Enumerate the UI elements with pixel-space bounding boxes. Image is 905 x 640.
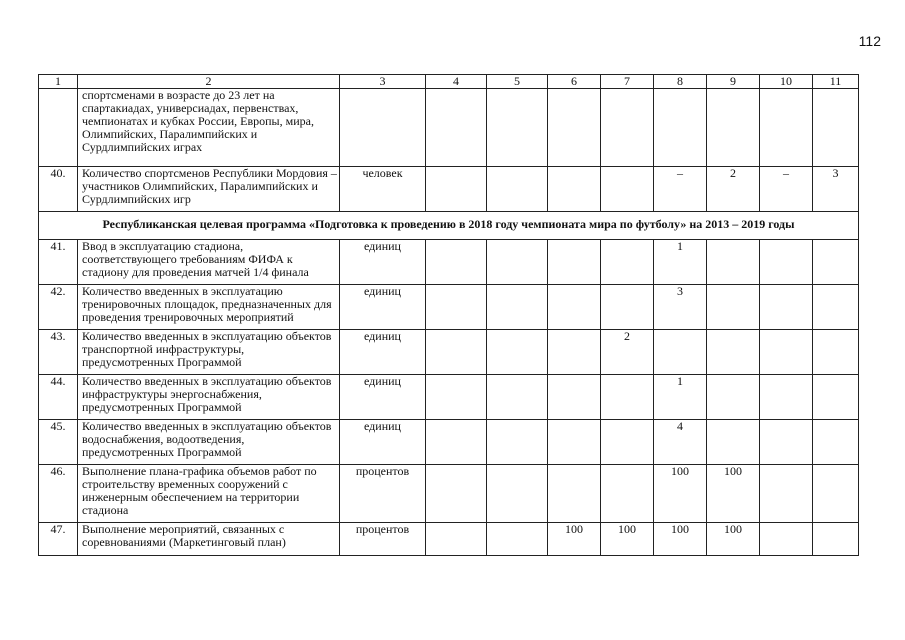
value-cell <box>707 240 760 285</box>
row-number-cell: 42. <box>39 285 78 330</box>
value-cell <box>707 420 760 465</box>
value-cell: 100 <box>707 523 760 556</box>
value-cell <box>548 285 601 330</box>
value-cell <box>601 240 654 285</box>
value-cell <box>487 240 548 285</box>
value-cell <box>601 285 654 330</box>
header-cell: 6 <box>548 75 601 89</box>
header-cell: 5 <box>487 75 548 89</box>
indicator-description-cell: Количество введенных в эксплуатацию объектов транспортной инфраструктуры, предусмотренных Программой <box>78 330 340 375</box>
header-cell: 4 <box>426 75 487 89</box>
value-cell <box>487 420 548 465</box>
header-cell: 7 <box>601 75 654 89</box>
page-number: 112 <box>858 33 881 49</box>
row-number-cell: 43. <box>39 330 78 375</box>
indicator-description-cell: Количество спортсменов Республики Мордовия – участников Олимпийских, Паралимпийских и Сурдлимпийских игр <box>78 167 340 212</box>
value-cell <box>548 167 601 212</box>
unit-cell: единиц <box>340 285 426 330</box>
value-cell <box>426 523 487 556</box>
value-cell <box>487 330 548 375</box>
row-number-cell: 41. <box>39 240 78 285</box>
value-cell <box>426 330 487 375</box>
unit-cell: единиц <box>340 420 426 465</box>
header-cell: 3 <box>340 75 426 89</box>
unit-cell: процентов <box>340 523 426 556</box>
value-cell <box>760 465 813 523</box>
indicators-table <box>38 74 859 556</box>
value-cell <box>548 330 601 375</box>
row-number-cell: 45. <box>39 420 78 465</box>
indicator-description-cell: Количество введенных в эксплуатацию объектов водоснабжения, водоотведения, предусмотренных Программой <box>78 420 340 465</box>
header-cell: 1 <box>39 75 78 89</box>
header-cell: 9 <box>707 75 760 89</box>
value-cell: 2 <box>707 167 760 212</box>
value-cell: – <box>760 167 813 212</box>
value-cell: 2 <box>601 330 654 375</box>
row-number-cell <box>39 89 78 167</box>
table-row <box>39 375 859 420</box>
value-cell <box>760 375 813 420</box>
unit-cell: человек <box>340 167 426 212</box>
value-cell <box>548 420 601 465</box>
value-cell <box>813 420 859 465</box>
value-cell <box>760 240 813 285</box>
header-cell: 8 <box>654 75 707 89</box>
value-cell: – <box>654 167 707 212</box>
indicator-description-cell: Количество введенных в эксплуатацию тренировочных площадок, предназначенных для проведения тренировочных мероприятий <box>78 285 340 330</box>
value-cell <box>426 375 487 420</box>
value-cell: 1 <box>654 240 707 285</box>
value-cell <box>760 89 813 167</box>
value-cell <box>426 420 487 465</box>
value-cell <box>654 89 707 167</box>
value-cell <box>707 330 760 375</box>
indicator-description-cell: Ввод в эксплуатацию стадиона, соответствующего требованиям ФИФА к стадиону для проведения матчей 1/4 финала <box>78 240 340 285</box>
table-row <box>39 330 859 375</box>
indicator-description-cell: спортсменами в возрасте до 23 лет на спартакиадах, универсиадах, первенствах, чемпионатах и кубках России, Европы, мира, Олимпийских, Паралимпийских и Сурдлимпийских играх <box>78 89 340 167</box>
table-row <box>39 285 859 330</box>
value-cell <box>760 330 813 375</box>
table-row <box>39 420 859 465</box>
value-cell <box>760 285 813 330</box>
table-row <box>39 89 859 167</box>
value-cell <box>487 167 548 212</box>
value-cell <box>813 285 859 330</box>
row-number-cell: 40. <box>39 167 78 212</box>
table-row <box>39 240 859 285</box>
value-cell <box>601 375 654 420</box>
value-cell <box>487 523 548 556</box>
value-cell: 100 <box>654 465 707 523</box>
value-cell <box>601 167 654 212</box>
unit-cell: единиц <box>340 330 426 375</box>
unit-cell: процентов <box>340 465 426 523</box>
value-cell <box>601 420 654 465</box>
value-cell <box>601 89 654 167</box>
indicator-description-cell: Выполнение мероприятий, связанных с соревнованиями (Маркетинговый план) <box>78 523 340 556</box>
value-cell <box>487 375 548 420</box>
header-cell: 11 <box>813 75 859 89</box>
header-cell: 2 <box>78 75 340 89</box>
row-number-cell: 46. <box>39 465 78 523</box>
value-cell <box>487 285 548 330</box>
value-cell: 100 <box>548 523 601 556</box>
value-cell <box>548 89 601 167</box>
value-cell <box>760 420 813 465</box>
value-cell <box>426 465 487 523</box>
unit-cell: единиц <box>340 375 426 420</box>
section-row <box>39 212 859 240</box>
value-cell: 100 <box>654 523 707 556</box>
value-cell <box>707 285 760 330</box>
value-cell: 3 <box>654 285 707 330</box>
value-cell <box>654 330 707 375</box>
value-cell <box>426 240 487 285</box>
value-cell <box>813 375 859 420</box>
value-cell <box>548 465 601 523</box>
indicator-description-cell: Количество введенных в эксплуатацию объектов инфраструктуры энергоснабжения, предусмотренных Программой <box>78 375 340 420</box>
unit-cell <box>340 89 426 167</box>
value-cell: 4 <box>654 420 707 465</box>
value-cell <box>601 465 654 523</box>
unit-cell: единиц <box>340 240 426 285</box>
value-cell <box>426 167 487 212</box>
row-number-cell: 44. <box>39 375 78 420</box>
value-cell <box>760 523 813 556</box>
value-cell <box>426 89 487 167</box>
table-row <box>39 465 859 523</box>
header-row <box>39 75 859 89</box>
value-cell <box>813 240 859 285</box>
table-row <box>39 167 859 212</box>
value-cell: 100 <box>707 465 760 523</box>
value-cell <box>548 375 601 420</box>
value-cell <box>487 89 548 167</box>
value-cell: 3 <box>813 167 859 212</box>
table-row <box>39 523 859 556</box>
value-cell <box>548 240 601 285</box>
value-cell: 1 <box>654 375 707 420</box>
value-cell <box>707 375 760 420</box>
section-title: Республиканская целевая программа «Подготовка к проведению в 2018 году чемпионата мира по футболу» на 2013 – 2019 годы <box>39 212 859 240</box>
value-cell <box>426 285 487 330</box>
value-cell <box>813 465 859 523</box>
value-cell <box>813 523 859 556</box>
value-cell: 100 <box>601 523 654 556</box>
row-number-cell: 47. <box>39 523 78 556</box>
indicator-description-cell: Выполнение плана-графика объемов работ по строительству временных сооружений с инженерным обеспечением на территории стадиона <box>78 465 340 523</box>
value-cell <box>813 330 859 375</box>
value-cell <box>487 465 548 523</box>
value-cell <box>813 89 859 167</box>
header-cell: 10 <box>760 75 813 89</box>
value-cell <box>707 89 760 167</box>
